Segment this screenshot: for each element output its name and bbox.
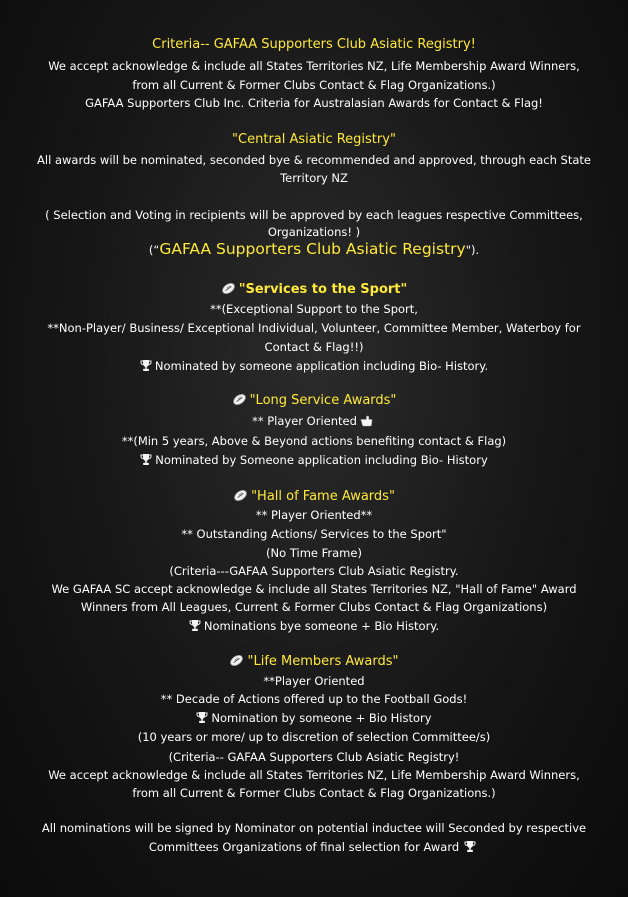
life-line-6: We accept acknowledge & include all States Territories NZ, Life Membership Award Winners, [48, 768, 580, 782]
services-line-4-row [0, 359, 628, 373]
long-service-title: "Long Service Awards" [249, 393, 397, 408]
selection-line-2: Organizations! ) [267, 225, 361, 239]
hall-of-fame-title: "Hall of Fame Awards" [251, 489, 395, 504]
trophy-icon [189, 619, 201, 632]
registry-suffix: "). [465, 243, 480, 257]
hof-line-7-row [0, 619, 628, 633]
life-line-3-row [0, 711, 628, 725]
central-line-2: Territory NZ [280, 171, 348, 185]
pointing-hand-icon [360, 415, 373, 427]
services-title: "Services to the Sport" [238, 282, 408, 297]
footer-line-1: All nominations will be signed by Nominator on potential inductee will Seconded by respective [41, 821, 587, 835]
hof-line-7: Nominations bye someone + Bio History. [203, 619, 440, 633]
long-service-heading [0, 393, 628, 408]
services-heading [0, 282, 628, 297]
services-line-1: **(Exceptional Support to the Sport, [210, 302, 418, 316]
registry-prefix: (“ [148, 243, 160, 257]
services-line-2: **Non-Player/ Business/ Exceptional Individual, Volunteer, Committee Member, Waterboy for [47, 321, 581, 335]
life-line-4: (10 years or more/ up to discretion of selection Committee/s) [137, 730, 491, 744]
intro-title: Criteria-- GAFAA Supporters Club Asiatic Registry! [152, 37, 476, 52]
hof-line-5: We GAFAA SC accept acknowledge & include all States Territories NZ, "Hall of Fame" Award [51, 582, 577, 596]
life-members-heading [0, 654, 628, 669]
long-service-line-1-row [0, 414, 628, 428]
intro-line-2: from all Current & Former Clubs Contact & Flag Organizations.) [132, 78, 496, 92]
life-line-5: (Criteria-- GAFAA Supporters Club Asiatic Registry! [168, 750, 460, 764]
life-line-2: ** Decade of Actions offered up to the Football Gods! [160, 692, 468, 706]
life-line-7: from all Current & Former Clubs Contact & Flag Organizations.) [132, 786, 496, 800]
football-icon [233, 489, 248, 502]
central-registry-title: "Central Asiatic Registry" [232, 132, 396, 147]
hof-line-1: ** Player Oriented** [255, 508, 373, 522]
trophy-icon [196, 711, 208, 724]
hof-line-4: (Criteria---GAFAA Supporters Club Asiatic Registry. [169, 564, 459, 578]
registry-name: GAFAA Supporters Club Asiatic Registry [159, 240, 466, 258]
life-line-3: Nomination by someone + Bio History [211, 711, 432, 725]
trophy-icon [140, 453, 152, 466]
hof-line-3: (No Time Frame) [266, 546, 362, 560]
intro-line-3: GAFAA Supporters Club Inc. Criteria for Australasian Awards for Contact & Flag! [85, 96, 543, 110]
long-service-line-3: Nominated by Someone application including Bio- History [155, 453, 488, 467]
life-members-title: "Life Members Awards" [247, 654, 399, 669]
hof-line-2: ** Outstanding Actions/ Services to the Sport" [181, 527, 447, 541]
services-line-4: Nominated by someone application including Bio- History. [154, 359, 489, 373]
footer-line-2-row [0, 840, 628, 854]
intro-line-1: We accept acknowledge & include all States Territories NZ, Life Membership Award Winners, [48, 59, 580, 73]
trophy-icon [464, 840, 476, 853]
hof-line-6: Winners from All Leagues, Current & Former Clubs Contact & Flag Organizations) [80, 600, 548, 614]
central-line-1: All awards will be nominated, seconded bye & recommended and approved, through each State [37, 153, 591, 167]
football-icon [221, 282, 236, 295]
registry-name-line [0, 242, 628, 257]
life-line-1: **Player Oriented [263, 674, 365, 688]
long-service-line-1: ** Player Oriented [252, 414, 357, 428]
long-service-line-3-row [0, 453, 628, 467]
hall-of-fame-heading [0, 489, 628, 504]
services-line-3: Contact & Flag!!) [264, 340, 364, 354]
trophy-icon [140, 359, 152, 372]
footer-line-2: Committees Organizations of final selection for Award [148, 840, 460, 854]
long-service-line-2: **(Min 5 years, Above & Beyond actions benefiting contact & Flag) [121, 434, 507, 448]
football-icon [229, 654, 244, 667]
football-icon [232, 393, 247, 406]
selection-line-1: ( Selection and Voting in recipients will be approved by each leagues respective Committees, [45, 208, 583, 222]
